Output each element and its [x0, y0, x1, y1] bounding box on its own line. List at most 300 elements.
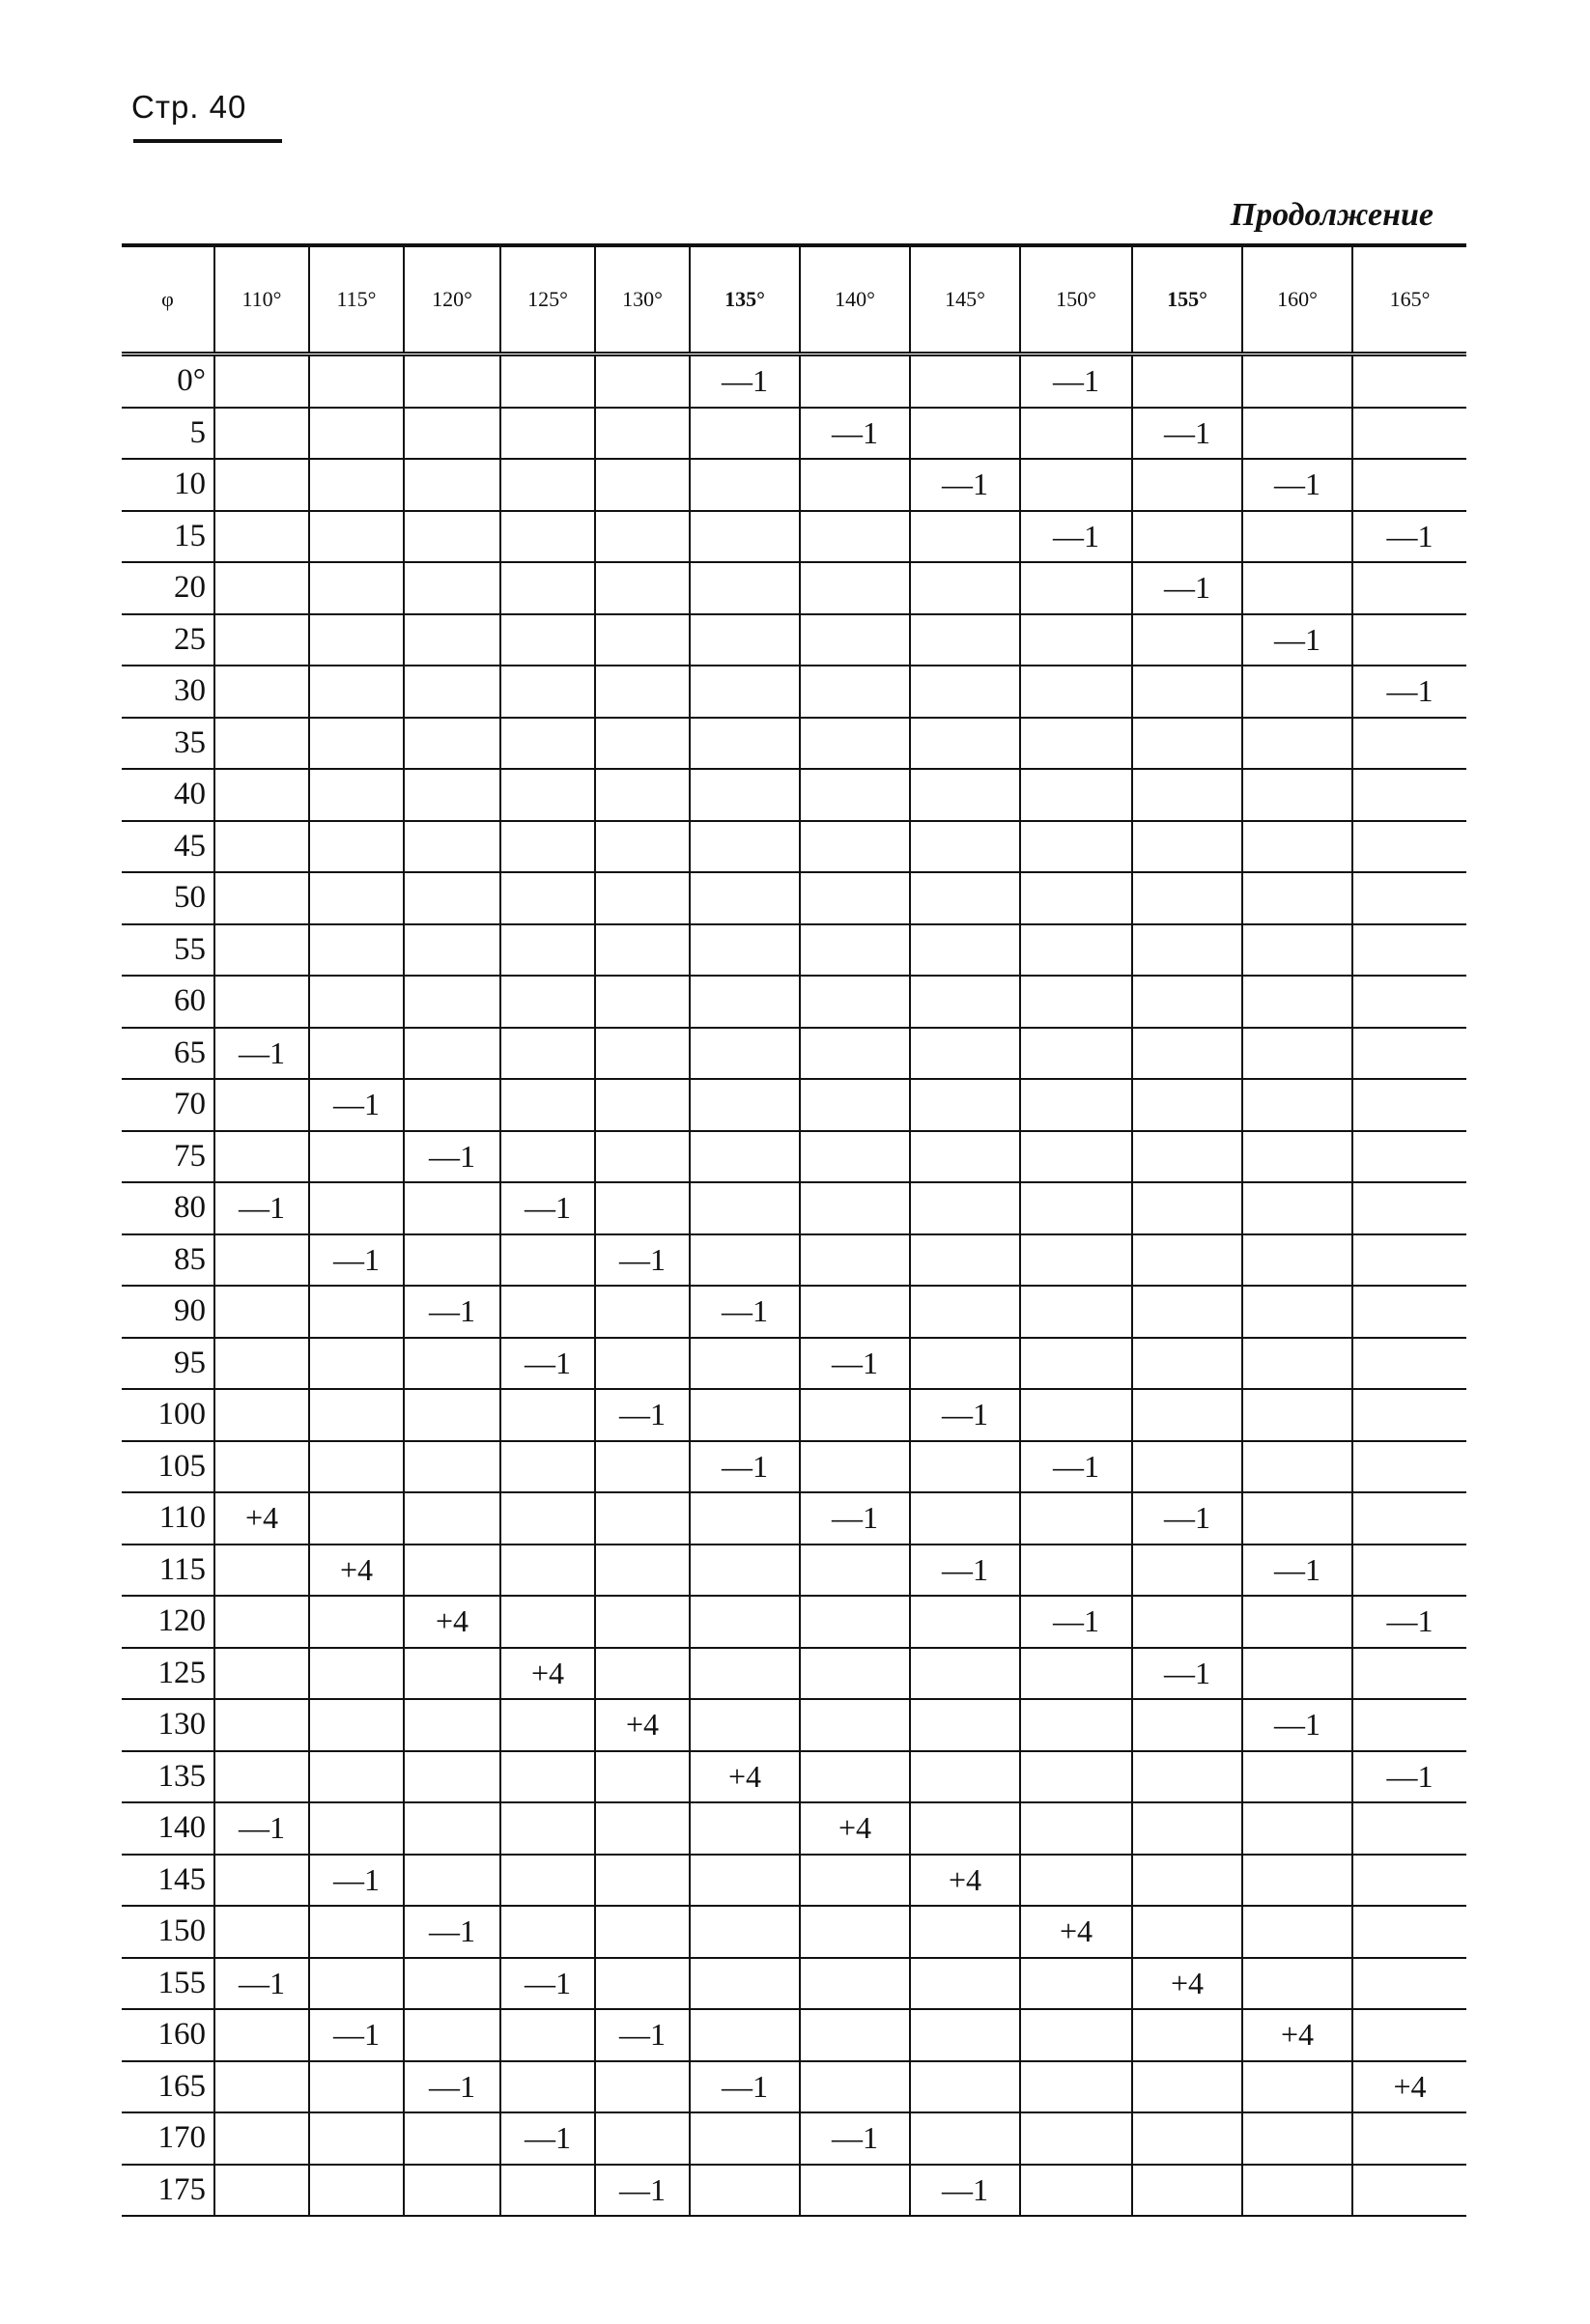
- table-cell: [690, 1906, 800, 1958]
- table-cell: [1020, 1182, 1132, 1234]
- table-cell: [1132, 718, 1242, 770]
- table-cell: [1242, 2112, 1352, 2165]
- table-cell: [1242, 562, 1352, 614]
- table-row: [122, 1182, 1466, 1234]
- table-cell: [214, 2061, 309, 2113]
- table-cell: [1242, 1338, 1352, 1390]
- table-cell: [214, 1286, 309, 1338]
- table-row: [122, 2112, 1466, 2165]
- table-cell: [309, 2061, 404, 2113]
- table-cell: [1132, 2112, 1242, 2165]
- table-cell: [309, 2112, 404, 2165]
- table-cell: [1132, 1699, 1242, 1751]
- table-cell: [500, 1699, 595, 1751]
- table-cell: [1352, 1906, 1466, 1958]
- table-cell: [404, 1699, 500, 1751]
- table-row: [122, 1802, 1466, 1855]
- table-cell: [690, 1338, 800, 1390]
- table-cell: [1242, 1648, 1352, 1700]
- table-cell: [595, 408, 690, 460]
- table-cell: —1: [1132, 408, 1242, 460]
- table-cell: [500, 562, 595, 614]
- table-cell: [1132, 769, 1242, 821]
- table-cell: [214, 976, 309, 1028]
- table-cell: [1132, 1338, 1242, 1390]
- table-cell: [800, 1028, 910, 1080]
- table-cell: —1: [1352, 511, 1466, 563]
- table-cell: [595, 666, 690, 718]
- table-row: [122, 976, 1466, 1028]
- table-cell: —1: [404, 1131, 500, 1183]
- table-row: [122, 1131, 1466, 1183]
- table-cell: [595, 1545, 690, 1597]
- row-angle-label: 20: [122, 562, 214, 614]
- table-cell: [690, 1699, 800, 1751]
- table-cell: [1020, 1648, 1132, 1700]
- table-cell: —1: [1242, 1699, 1352, 1751]
- table-cell: [214, 1906, 309, 1958]
- table-cell: [595, 1492, 690, 1545]
- row-angle-label: 110: [122, 1492, 214, 1545]
- table-cell: +4: [309, 1545, 404, 1597]
- table-cell: [800, 1131, 910, 1183]
- table-cell: [214, 769, 309, 821]
- row-angle-label: 160: [122, 2009, 214, 2061]
- table-cell: [595, 1802, 690, 1855]
- table-cell: [910, 1492, 1020, 1545]
- table-cell: [214, 2165, 309, 2217]
- table-cell: [1020, 872, 1132, 924]
- table-cell: [309, 924, 404, 977]
- table-cell: [1020, 1234, 1132, 1287]
- table-cell: [500, 2165, 595, 2217]
- table-cell: —1: [910, 1545, 1020, 1597]
- table-cell: [500, 1286, 595, 1338]
- table-cell: [1132, 1596, 1242, 1648]
- table-cell: [1352, 1699, 1466, 1751]
- table-cell: +4: [690, 1751, 800, 1803]
- table-cell: [1352, 1855, 1466, 1907]
- table-cell: [500, 2009, 595, 2061]
- row-angle-label: 10: [122, 459, 214, 511]
- table-cell: +4: [1132, 1958, 1242, 2010]
- table-cell: [1352, 1182, 1466, 1234]
- column-header: 125°: [500, 245, 595, 354]
- row-angle-label: 70: [122, 1079, 214, 1131]
- table-cell: —1: [595, 2009, 690, 2061]
- row-angle-label: 15: [122, 511, 214, 563]
- table-cell: [1132, 2061, 1242, 2113]
- table-row: [122, 1545, 1466, 1597]
- table-cell: [1352, 1492, 1466, 1545]
- table-cell: [309, 1699, 404, 1751]
- row-angle-label: 55: [122, 924, 214, 977]
- row-angle-label: 120: [122, 1596, 214, 1648]
- table-cell: [910, 2009, 1020, 2061]
- row-angle-label: 100: [122, 1389, 214, 1441]
- table-cell: [1132, 666, 1242, 718]
- table-cell: [800, 511, 910, 563]
- table-cell: +4: [1242, 2009, 1352, 2061]
- data-table-container: [122, 243, 1466, 2207]
- table-cell: [1352, 1545, 1466, 1597]
- table-cell: [1242, 1906, 1352, 1958]
- table-cell: [1132, 1389, 1242, 1441]
- table-cell: [690, 872, 800, 924]
- table-cell: [1132, 1131, 1242, 1183]
- table-cell: [595, 354, 690, 408]
- table-cell: [800, 1182, 910, 1234]
- table-cell: [595, 1855, 690, 1907]
- table-cell: [1020, 1286, 1132, 1338]
- table-cell: [690, 924, 800, 977]
- table-cell: [309, 1492, 404, 1545]
- table-row: [122, 614, 1466, 666]
- table-cell: [800, 1596, 910, 1648]
- table-cell: [800, 1234, 910, 1287]
- table-cell: [500, 718, 595, 770]
- row-angle-label: 165: [122, 2061, 214, 2113]
- table-cell: [690, 1802, 800, 1855]
- table-cell: —1: [1132, 1492, 1242, 1545]
- table-cell: [1352, 1234, 1466, 1287]
- table-cell: —1: [214, 1182, 309, 1234]
- row-angle-label: 130: [122, 1699, 214, 1751]
- table-cell: —1: [800, 1492, 910, 1545]
- table-cell: +4: [404, 1596, 500, 1648]
- table-cell: [1352, 872, 1466, 924]
- table-cell: —1: [1352, 1751, 1466, 1803]
- table-cell: [1020, 769, 1132, 821]
- row-angle-label: 125: [122, 1648, 214, 1700]
- table-row: [122, 924, 1466, 977]
- table-cell: [595, 1648, 690, 1700]
- table-cell: +4: [214, 1492, 309, 1545]
- table-cell: [309, 614, 404, 666]
- table-cell: [910, 614, 1020, 666]
- table-cell: [690, 2112, 800, 2165]
- table-cell: [1352, 821, 1466, 873]
- column-header: 110°: [214, 245, 309, 354]
- table-cell: [1352, 1389, 1466, 1441]
- column-header: 150°: [1020, 245, 1132, 354]
- table-cell: —1: [800, 2112, 910, 2165]
- table-cell: [800, 718, 910, 770]
- table-cell: [1242, 872, 1352, 924]
- table-cell: [800, 1855, 910, 1907]
- table-cell: [309, 459, 404, 511]
- table-cell: [500, 1906, 595, 1958]
- table-cell: [500, 1079, 595, 1131]
- table-cell: [595, 872, 690, 924]
- table-cell: [309, 1028, 404, 1080]
- column-header: 135°: [690, 245, 800, 354]
- table-cell: —1: [1020, 511, 1132, 563]
- table-cell: [690, 1182, 800, 1234]
- table-cell: [214, 718, 309, 770]
- table-cell: [1020, 1028, 1132, 1080]
- column-header: 155°: [1132, 245, 1242, 354]
- table-cell: [690, 614, 800, 666]
- table-cell: [1020, 614, 1132, 666]
- table-cell: [309, 1286, 404, 1338]
- table-cell: [309, 1802, 404, 1855]
- table-cell: [690, 2165, 800, 2217]
- table-cell: [404, 924, 500, 977]
- table-cell: [404, 2112, 500, 2165]
- table-cell: [800, 1079, 910, 1131]
- table-cell: [910, 1906, 1020, 1958]
- table-cell: [595, 769, 690, 821]
- table-cell: [690, 1596, 800, 1648]
- table-cell: [309, 1338, 404, 1390]
- table-cell: [800, 2165, 910, 2217]
- table-cell: +4: [910, 1855, 1020, 1907]
- table-cell: [910, 1079, 1020, 1131]
- table-cell: [1242, 1751, 1352, 1803]
- table-cell: [595, 1441, 690, 1493]
- table-row: [122, 1596, 1466, 1648]
- table-cell: [690, 769, 800, 821]
- table-cell: [404, 408, 500, 460]
- table-cell: [910, 1699, 1020, 1751]
- row-angle-label: 50: [122, 872, 214, 924]
- table-cell: [1132, 976, 1242, 1028]
- table-cell: [1132, 2009, 1242, 2061]
- table-cell: [309, 1751, 404, 1803]
- table-cell: [1020, 666, 1132, 718]
- table-cell: [690, 1648, 800, 1700]
- table-cell: [500, 1441, 595, 1493]
- column-header: 140°: [800, 245, 910, 354]
- table-cell: [1132, 821, 1242, 873]
- row-angle-label: 35: [122, 718, 214, 770]
- table-cell: [910, 408, 1020, 460]
- table-cell: [404, 1182, 500, 1234]
- table-cell: —1: [690, 2061, 800, 2113]
- table-cell: [309, 821, 404, 873]
- table-cell: [1352, 1028, 1466, 1080]
- table-cell: [1242, 354, 1352, 408]
- table-cell: [309, 1648, 404, 1700]
- table-cell: [309, 354, 404, 408]
- table-cell: [595, 1286, 690, 1338]
- table-cell: [404, 1234, 500, 1287]
- table-cell: [595, 821, 690, 873]
- table-cell: [800, 1648, 910, 1700]
- table-cell: —1: [1020, 1441, 1132, 1493]
- table-cell: [1020, 718, 1132, 770]
- table-row: [122, 1286, 1466, 1338]
- table-cell: [910, 354, 1020, 408]
- row-angle-label: 90: [122, 1286, 214, 1338]
- row-angle-label: 45: [122, 821, 214, 873]
- table-cell: [309, 872, 404, 924]
- table-cell: [500, 1234, 595, 1287]
- table-cell: [214, 2009, 309, 2061]
- table-row: [122, 1389, 1466, 1441]
- table-cell: [404, 459, 500, 511]
- table-cell: [690, 2009, 800, 2061]
- table-row: [122, 1079, 1466, 1131]
- table-cell: [595, 1751, 690, 1803]
- table-cell: [1132, 924, 1242, 977]
- table-cell: [404, 1958, 500, 2010]
- table-row: [122, 1648, 1466, 1700]
- table-cell: [595, 924, 690, 977]
- table-cell: [404, 666, 500, 718]
- continuation-label: Продолжение: [1230, 197, 1434, 233]
- table-cell: +4: [1020, 1906, 1132, 1958]
- table-row: [122, 1751, 1466, 1803]
- table-cell: [500, 1802, 595, 1855]
- table-cell: [1132, 354, 1242, 408]
- table-cell: [1132, 614, 1242, 666]
- table-cell: [595, 2112, 690, 2165]
- table-row: [122, 718, 1466, 770]
- table-cell: [690, 1389, 800, 1441]
- table-cell: [309, 1958, 404, 2010]
- row-angle-label: 150: [122, 1906, 214, 1958]
- table-cell: [500, 459, 595, 511]
- table-cell: [1352, 1079, 1466, 1131]
- table-row: [122, 2009, 1466, 2061]
- table-cell: [1020, 1855, 1132, 1907]
- table-cell: [800, 614, 910, 666]
- table-cell: [910, 718, 1020, 770]
- table-cell: [309, 2165, 404, 2217]
- table-cell: [595, 1028, 690, 1080]
- table-cell: [404, 1648, 500, 1700]
- table-cell: [910, 1958, 1020, 2010]
- table-body: [122, 354, 1466, 2217]
- table-cell: [404, 1389, 500, 1441]
- table-cell: —1: [1020, 354, 1132, 408]
- table-cell: [800, 1958, 910, 2010]
- table-cell: —1: [404, 2061, 500, 2113]
- table-cell: [800, 1906, 910, 1958]
- table-cell: [1242, 1855, 1352, 1907]
- table-cell: [800, 872, 910, 924]
- table-cell: [690, 1958, 800, 2010]
- table-cell: [1132, 1182, 1242, 1234]
- table-cell: [910, 1131, 1020, 1183]
- table-row: [122, 769, 1466, 821]
- table-cell: —1: [214, 1802, 309, 1855]
- table-cell: [800, 1441, 910, 1493]
- table-row: [122, 872, 1466, 924]
- table-cell: [214, 924, 309, 977]
- table-cell: —1: [1132, 562, 1242, 614]
- table-cell: [595, 1079, 690, 1131]
- table-cell: [800, 924, 910, 977]
- table-cell: —1: [910, 1389, 1020, 1441]
- table-cell: —1: [500, 1338, 595, 1390]
- table-cell: [500, 769, 595, 821]
- table-header-row: [122, 245, 1466, 354]
- table-cell: [1242, 666, 1352, 718]
- table-cell: [500, 614, 595, 666]
- table-cell: [1352, 562, 1466, 614]
- table-cell: [690, 1855, 800, 1907]
- table-cell: [690, 1131, 800, 1183]
- table-cell: —1: [690, 354, 800, 408]
- table-cell: [500, 1131, 595, 1183]
- table-cell: [309, 1441, 404, 1493]
- table-cell: —1: [910, 459, 1020, 511]
- table-cell: [1020, 1131, 1132, 1183]
- table-row: [122, 2165, 1466, 2217]
- table-cell: [1352, 408, 1466, 460]
- table-cell: [1352, 769, 1466, 821]
- table-cell: —1: [500, 1958, 595, 2010]
- table-cell: [309, 1182, 404, 1234]
- table-cell: [309, 562, 404, 614]
- table-row: [122, 562, 1466, 614]
- table-cell: [1242, 976, 1352, 1028]
- table-cell: [1242, 511, 1352, 563]
- table-cell: [910, 1596, 1020, 1648]
- table-cell: —1: [214, 1958, 309, 2010]
- table-cell: [1020, 924, 1132, 977]
- table-cell: [800, 562, 910, 614]
- table-cell: [595, 1182, 690, 1234]
- table-cell: —1: [910, 2165, 1020, 2217]
- row-angle-label: 75: [122, 1131, 214, 1183]
- table-cell: [690, 408, 800, 460]
- table-cell: [1020, 2165, 1132, 2217]
- table-cell: [404, 976, 500, 1028]
- table-row: [122, 511, 1466, 563]
- table-cell: —1: [500, 1182, 595, 1234]
- table-cell: —1: [690, 1441, 800, 1493]
- table-cell: [214, 511, 309, 563]
- table-cell: [1242, 408, 1352, 460]
- table-cell: [1132, 1234, 1242, 1287]
- table-cell: —1: [1352, 666, 1466, 718]
- table-row: [122, 2061, 1466, 2113]
- table-cell: [309, 1389, 404, 1441]
- table-cell: [309, 1131, 404, 1183]
- row-angle-label: 145: [122, 1855, 214, 1907]
- table-cell: [910, 769, 1020, 821]
- table-cell: [404, 354, 500, 408]
- table-cell: [404, 614, 500, 666]
- table-cell: [500, 1028, 595, 1080]
- table-cell: [404, 1028, 500, 1080]
- table-cell: [910, 1338, 1020, 1390]
- table-cell: [1020, 1389, 1132, 1441]
- table-cell: [404, 562, 500, 614]
- table-cell: +4: [800, 1802, 910, 1855]
- table-cell: [910, 1286, 1020, 1338]
- table-cell: [595, 1338, 690, 1390]
- table-cell: —1: [309, 1234, 404, 1287]
- table-cell: +4: [500, 1648, 595, 1700]
- table-cell: [500, 2061, 595, 2113]
- table-cell: [690, 1028, 800, 1080]
- table-cell: [690, 1234, 800, 1287]
- table-cell: [1020, 1545, 1132, 1597]
- page-number: Стр. 40: [131, 89, 247, 125]
- table-cell: —1: [309, 1079, 404, 1131]
- table-cell: [690, 1079, 800, 1131]
- table-cell: [1020, 459, 1132, 511]
- table-cell: [1020, 1802, 1132, 1855]
- row-angle-label: 5: [122, 408, 214, 460]
- table-cell: [1242, 1596, 1352, 1648]
- column-header: 130°: [595, 245, 690, 354]
